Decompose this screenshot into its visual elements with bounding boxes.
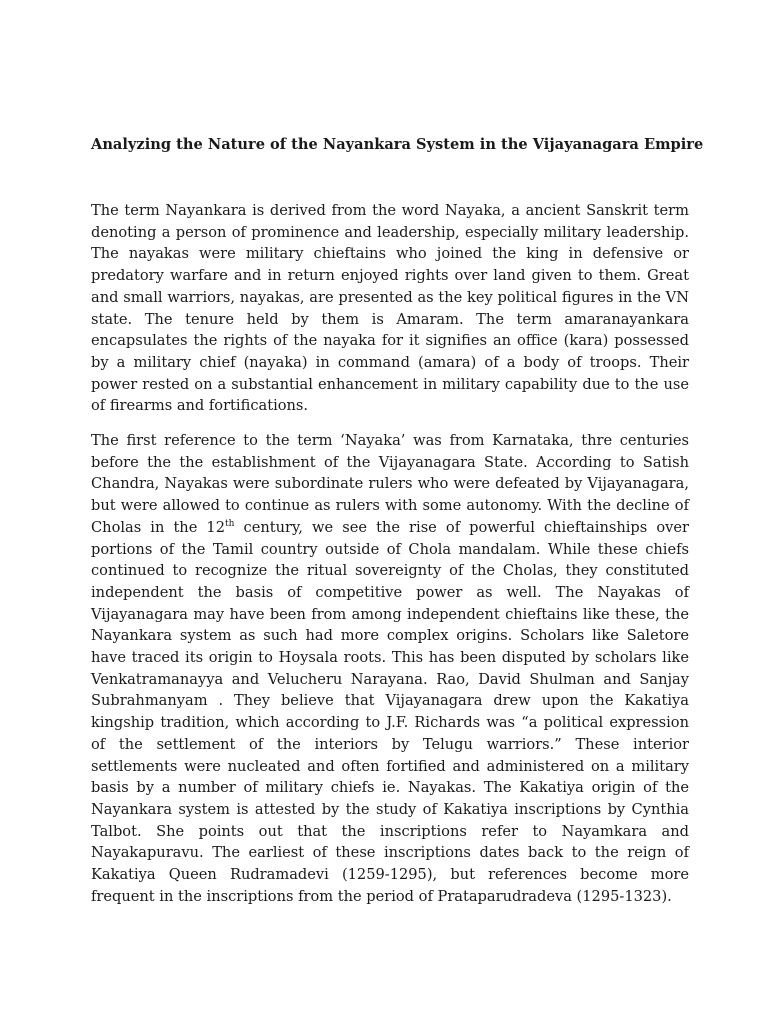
ordinal-superscript: th [225, 518, 235, 529]
paragraph-2 [91, 430, 689, 907]
document-page [91, 0, 704, 1024]
paragraph-1: The term Nayankara is derived from the word Nayaka, a ancient Sanskrit term denoting a person of prominence and leadership, especially military leadership. The nayakas were military chieftains who joined the king in defensive or predatory warfare and in return enjoyed rights over land given to them. Great and small warriors, nayakas, are presented as the key political figures in the VN state. The tenure held by them is Amaram. The term amaranayankara encapsulates the rights of the nayaka for it signifies an office (kara) possessed by a military chief (nayaka) in command (amara) of a body of troops. Their power rested on a substantial enhancement in military capability due to the use of firearms and fortifications. [91, 202, 689, 415]
document-title: Analyzing the Nature of the Nayankara System in the Vijayanagara Empire [91, 136, 704, 153]
paragraph-2-part-1: The first reference to the term ‘Nayaka’ was from Karnataka, thre centuries before the the establishment of the Vijayanagara State. According to Satish Chandra, Nayakas were subordinate rulers who were defeated by Vijayanagara, but were allowed to continue as rulers with some autonomy. With the decline of Cholas in the 12 [91, 432, 689, 536]
paragraph-2-part-2: century, we see the rise of powerful chieftainships over portions of the Tamil country outside of Chola mandalam. While these chiefs continued to recognize the ritual sovereignty of the Cholas, they constituted independent the basis of competitive power as well. The Nayakas of Vijayanagara may have been from among independent chieftains like these, the Nayankara system as such had more complex origins. Scholars like Saletore have traced its origin to Hoysala roots. This has been disputed by scholars like Venkatramanayya and Velucheru Narayana. Rao, David Shulman and Sanjay Subrahmanyam . They believe that Vijayanagara drew upon the Kakatiya kingship tradition, which according to J.F. Richards was “a political expression of the settlement of the interiors by Telugu warriors.” These interior settlements were nucleated and often fortified and administered on a military basis by a number of military chiefs ie. Nayakas. The Kakatiya origin of the Nayankara system is attested by the study of Kakatiya inscriptions by Cynthia Talbot. She points out that the inscriptions refer to Nayamkara and Nayakapuravu. The earliest of these inscriptions dates back to the reign of Kakatiya Queen Rudramadevi (1259-1295), but references become more frequent in the inscriptions from the period of Prataparudradeva (1295-1323). [91, 518, 689, 905]
